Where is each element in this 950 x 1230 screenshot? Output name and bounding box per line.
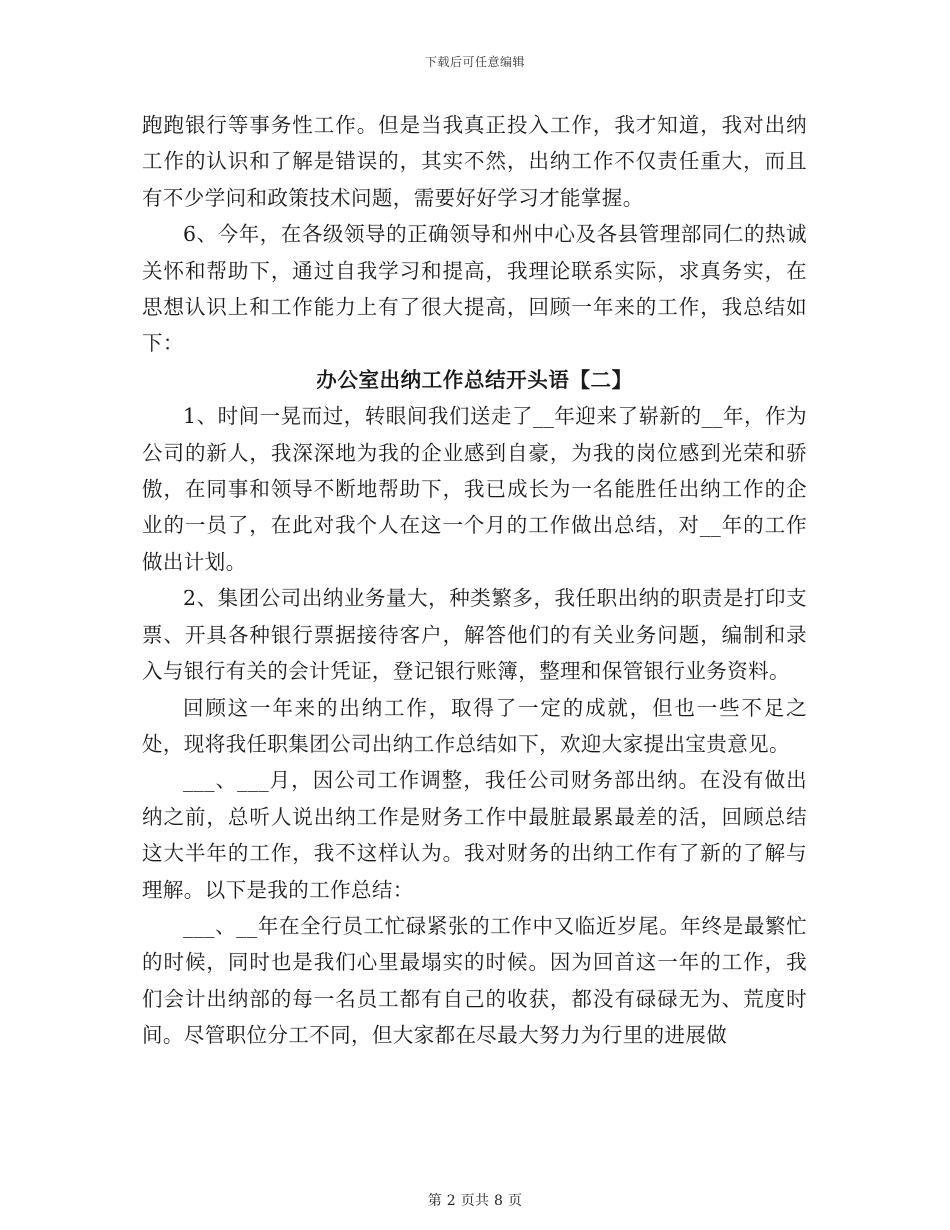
body-paragraph: ___、__年在全行员工忙碌紧张的工作中又临近岁尾。年终是最繁忙的时候，同时也是我们心里最塌实的时候。因为回首这一年的工作，我们会计出纳部的每一名员工都有自己的收获，都没有碌碌无为、荒度时间。尽管职位分工不同，但大家都在尽最大努力为行里的进展做 [142, 913, 807, 1048]
section-heading: 办公室出纳工作总结开头语【二】 [316, 367, 633, 392]
page-header: 下载后可任意编辑 [424, 55, 525, 69]
body-paragraph: 跑跑银行等事务性工作。但是当我真正投入工作，我才知道，我对出纳工作的认识和了解是错误的，其实不然，出纳工作不仅责任重大，而且有不少学问和政策技术问题，需要好好学习才能掌握。 [142, 113, 807, 210]
document-body [142, 107, 807, 1054]
body-paragraph: 2、集团公司出纳业务量大，种类繁多，我任职出纳的职责是打印支票、开具各种银行票据接待客户，解答他们的有关业务问题，编制和录入与银行有关的会计凭证，登记银行账簿，整理和保管银行业务资料。 [142, 586, 807, 684]
body-paragraph: 6、今年，在各级领导的正确领导和州中心及各县管理部同仁的热诚关怀和帮助下，通过自我学习和提高，我理论联系实际，求真务实，在思想认识上和工作能力上有了很大提高，回顾一年来的工作，我总结如下： [142, 222, 807, 356]
body-paragraph: ___、___月，因公司工作调整，我任公司财务部出纳。在没有做出纳之前，总听人说出纳工作是财务工作中最脏最累最差的活，回顾总结这大半年的工作，我不这样认为。我对财务的出纳工作有了新的了解与理解。以下是我的工作总结： [142, 768, 807, 902]
body-paragraph: 1、时间一晃而过，转眼间我们送走了__年迎来了崭新的__年，作为公司的新人，我深深地为我的企业感到自豪，为我的岗位感到光荣和骄傲，在同事和领导不断地帮助下，我已成长为一名能胜任出纳工作的企业的一员了，在此对我个人在这一个月的工作做出总结，对__年的工作做出计划。 [142, 404, 807, 574]
body-paragraph: 回顾这一年来的出纳工作，取得了一定的成就，但也一些不足之处，现将我任职集团公司出纳工作总结如下，欢迎大家提出宝贵意见。 [142, 695, 807, 756]
page-footer: 第 2 页共 8 页 [427, 1193, 523, 1209]
